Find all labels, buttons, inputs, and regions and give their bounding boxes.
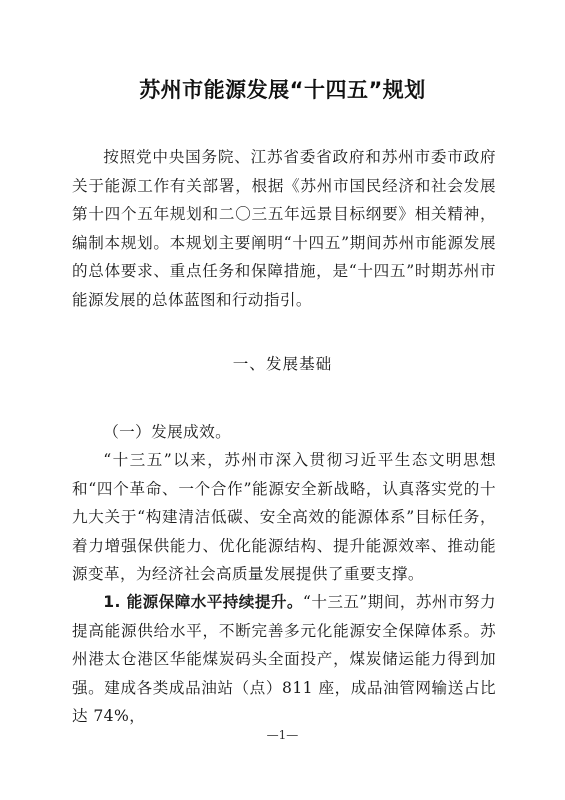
paragraph-body: “十三五”期间，苏州市努力提高能源供给水平，不断完善多元化能源安全保障体系。苏州港太仓港区华能煤炭码头全面投产，煤炭储运能力得到加强。建成各类成品油站（点）811 座，成品油管网输送占比达 74%， bbox=[72, 593, 496, 725]
paragraph-lead-bold: 1. 能源保障水平持续提升。 bbox=[103, 593, 303, 611]
paragraph-energy-security bbox=[72, 588, 496, 731]
section-heading: 一、发展基础 bbox=[232, 355, 333, 373]
intro-paragraph: 按照党中央国务院、江苏省委省政府和苏州市委市政府关于能源工作有关部署，根据《苏州市国民经济和社会发展第十四个五年规划和二〇三五年远景目标纲要》相关精神，编制本规划。本规划主要阐明“十四五”期间苏州市能源发展的总体要求、重点任务和保障措施，是“十四五”时期苏州市能源发展的总体蓝图和行动指引。 bbox=[72, 148, 496, 309]
page-number: —1— bbox=[266, 728, 299, 742]
document-title: 苏州市能源发展“十四五”规划 bbox=[139, 78, 426, 102]
paragraph-achievements: “十三五”以来，苏州市深入贯彻习近平生态文明思想和“四个革命、一个合作”能源安全新战略，认真落实党的十九大关于“构建清洁低碳、安全高效的能源体系”目标任务，着力增强保供能力、优化能源结构、提升能源效率、推动能源变革，为经济社会高质量发展提供了重要支撑。 bbox=[72, 451, 496, 583]
subsection-heading: （一）发展成效。 bbox=[103, 423, 232, 441]
